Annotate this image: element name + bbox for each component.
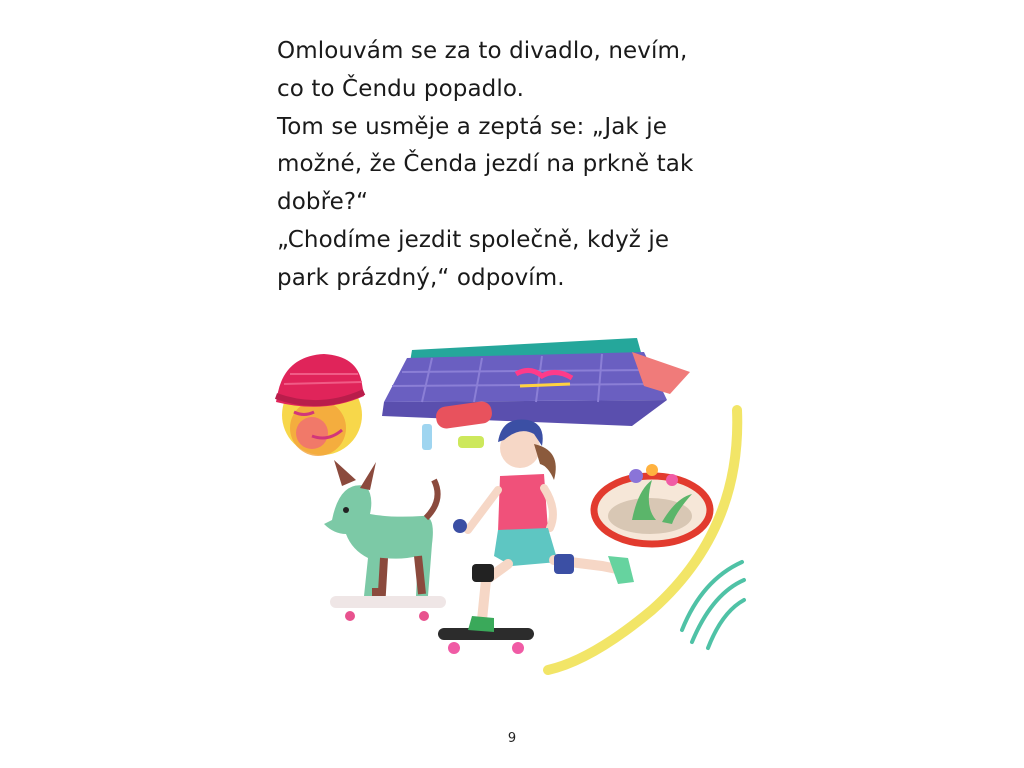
story-line: park prázdný,“ odpovím. (277, 264, 565, 291)
sun-with-beanie-icon (276, 354, 364, 456)
skatepark-illustration (272, 330, 752, 690)
dog-on-skateboard-icon (324, 460, 446, 621)
story-line: dobře?“ (277, 189, 369, 216)
story-line: Tom se usměje a zeptá se: „Jak je (277, 113, 667, 140)
story-text (277, 33, 747, 298)
page-number: 9 (507, 731, 517, 746)
flower-bowl-icon (594, 464, 710, 544)
story-line: „Chodíme jezdit společně, když je (277, 226, 670, 253)
story-line: možné, že Čenda jezdí na prkně tak (277, 151, 694, 178)
skate-ramp-icon (382, 338, 690, 426)
story-line: co to Čendu popadlo. (277, 75, 525, 102)
story-line: Omlouvám se za to divadlo, nevím, (277, 38, 688, 64)
skater-girl-icon (438, 419, 634, 654)
